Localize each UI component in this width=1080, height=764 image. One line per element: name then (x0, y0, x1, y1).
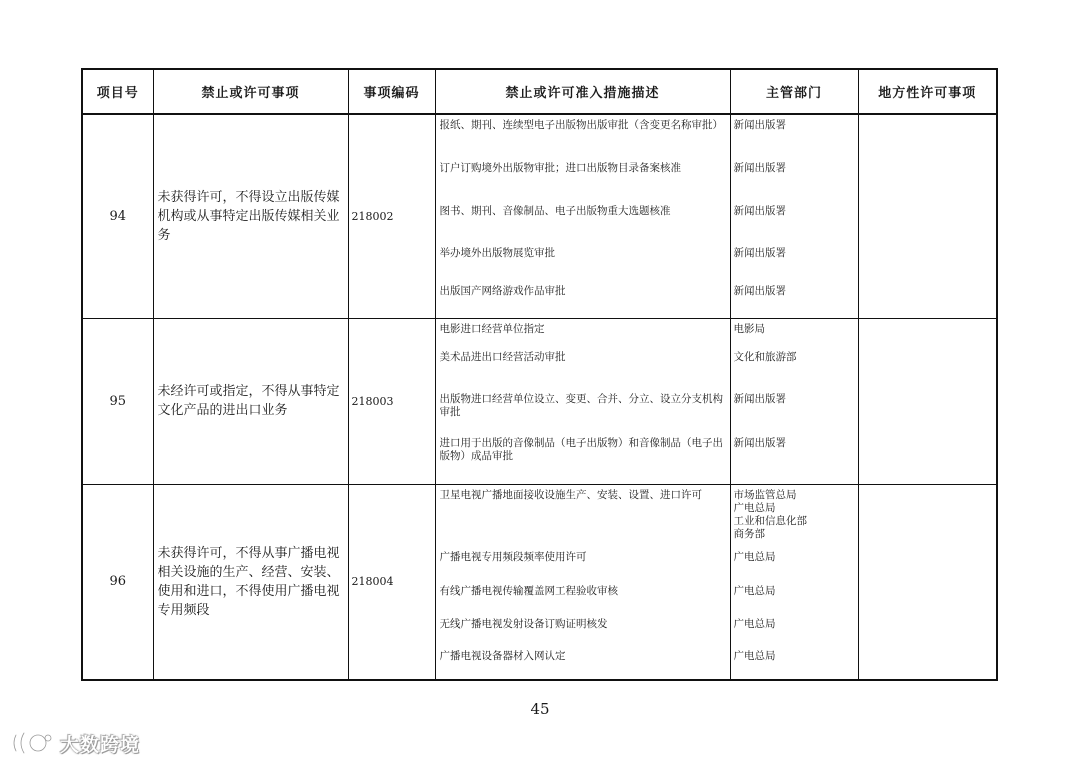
local-permit-cell (858, 318, 997, 484)
department: 新闻出版署 (733, 285, 786, 297)
permission-matter: 未获得许可，不得从事广播电视相关设施的生产、经营、安装、使用和进口，不得使用广播电视专用频段 (153, 484, 348, 680)
table-row (82, 318, 997, 484)
department: 新闻出版署 (733, 205, 786, 217)
departments (730, 484, 858, 680)
measure-description: 广播电视设备器材入网认定 (439, 649, 566, 662)
department: 广电总局 (733, 584, 776, 597)
department: 广电总局 (733, 617, 776, 630)
measure-description: 进口用于出版的音像制品（电子出版物）和音像制品（电子出版物）成品审批 (439, 436, 723, 462)
watermark-text: 大数跨境 (60, 733, 141, 756)
local-permit-cell (858, 484, 997, 680)
measure-description: 无线广播电视发射设备订购证明核发 (439, 617, 608, 630)
watermark (10, 727, 140, 759)
department: 广电总局 (733, 550, 776, 563)
department: 新闻出版署 (733, 436, 786, 449)
measure-description: 电影进口经营单位指定 (439, 322, 545, 335)
item-code: 218004 (348, 484, 435, 680)
permission-matter: 未经许可或指定，不得从事特定文化产品的进出口业务 (153, 318, 348, 484)
table-row (82, 114, 997, 318)
measure-description: 订户订购境外出版物审批；进口出版物目录备案核准 (439, 162, 681, 174)
measure-description: 卫星电视广播地面接收设施生产、安装、设置、进口许可 (439, 488, 702, 501)
department: 市场监管总局 广电总局 工业和信息化部 商务部 (733, 488, 807, 540)
header-local-permit: 地方性许可事项 (858, 69, 997, 114)
header-item-number: 项目号 (82, 69, 153, 114)
item-code: 218003 (348, 318, 435, 484)
measure-description: 有线广播电视传输覆盖网工程验收审核 (439, 584, 618, 597)
header-department: 主管部门 (730, 69, 858, 114)
department: 文化和旅游部 (733, 350, 797, 363)
page-number: 45 (530, 700, 550, 718)
item-number: 94 (82, 114, 153, 318)
local-permit-cell (858, 114, 997, 318)
permission-table (81, 68, 998, 681)
measure-description: 图书、期刊、音像制品、电子出版物重大选题核准 (439, 205, 671, 217)
header-matter: 禁止或许可事项 (153, 69, 348, 114)
measure-description: 广播电视专用频段频率使用许可 (439, 550, 587, 563)
measure-descriptions (435, 114, 730, 318)
departments (730, 318, 858, 484)
measure-descriptions (435, 484, 730, 680)
item-number: 95 (82, 318, 153, 484)
measure-description: 报纸、期刊、连续型电子出版物出版审批（含变更名称审批） (439, 119, 723, 131)
department: 新闻出版署 (733, 162, 786, 174)
department: 广电总局 (733, 649, 776, 662)
department: 新闻出版署 (733, 119, 786, 131)
measure-description: 举办境外出版物展览审批 (439, 247, 555, 259)
measure-description: 出版物进口经营单位设立、变更、合并、分立、设立分支机构审批 (439, 392, 723, 418)
measure-descriptions (435, 318, 730, 484)
department: 新闻出版署 (733, 392, 786, 405)
item-number: 96 (82, 484, 153, 680)
item-code: 218002 (348, 114, 435, 318)
header-description: 禁止或许可准入措施描述 (435, 69, 730, 114)
measure-description: 美术品进出口经营活动审批 (439, 350, 566, 363)
measure-description: 出版国产网络游戏作品审批 (439, 285, 566, 297)
departments (730, 114, 858, 318)
table-header-row (82, 69, 997, 114)
department: 电影局 (733, 322, 765, 335)
table-row (82, 484, 997, 680)
department: 新闻出版署 (733, 247, 786, 259)
watermark-logo-icon (10, 729, 54, 757)
permission-matter: 未获得许可，不得设立出版传媒机构或从事特定出版传媒相关业务 (153, 114, 348, 318)
header-code: 事项编码 (348, 69, 435, 114)
